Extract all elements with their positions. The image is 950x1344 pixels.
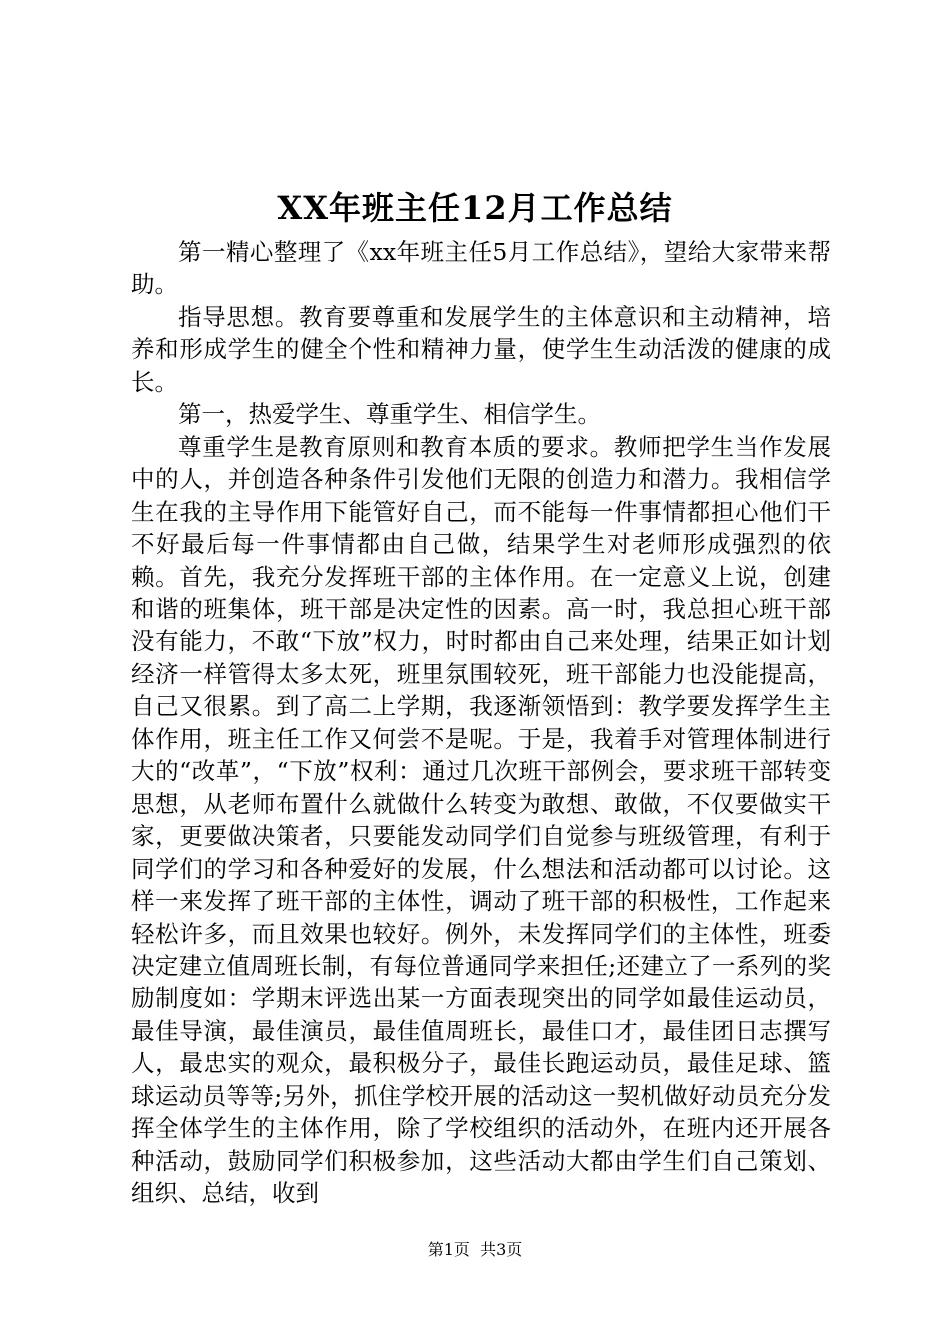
document-title: XX年班主任12月工作总结 [277,189,673,227]
paragraph-respect-students: 尊重学生是教育原则和教育本质的要求。教师把学生当作发展中的人，并创造各种条件引发他们无限的创造力和潜力。我相信学生在我的主导作用下能管好自己，而不能每一件事情都担心他们干不好最后每一件事情都由自己做，结果学生对老师形成强烈的依赖。首先，我充分发挥班干部的主体作用。在一定意义上说，创建和谐的班集体，班干部是决定性的因素。高一时，我总担心班干部没有能力，不敢“下放”权力，时时都由自己来处理，结果正如计划经济一样管得太多太死，班里氛围较死，班干部能力也没能提高，自己又很累。到了高二上学期，我逐渐领悟到：教学要发挥学生主体作用，班主任工作又何尝不是呢。于是，我着手对管理体制进行大的“改革”，“下放”权利：通过几次班干部例会，要求班干部转变思想，从老师布置什么就做什么转变为敢想、敢做，不仅要做实干家，更要做决策者，只要能发动同学们自觉参与班级管理，有利于同学们的学习和各种爱好的发展，什么想法和活动都可以讨论。这样一来发挥了班干部的主体性，调动了班干部的积极性，工作起来轻松许多，而且效果也较好。例外，未发挥同学们的主体性，班委决定建立值周班长制，有每位普通同学来担任;还建立了一系列的奖励制度如：学期末评选出某一方面表现突出的同学如最佳运动员，最佳导演，最佳演员，最佳值周班长，最佳口才，最佳团日志撰写人，最忠实的观众，最积极分子，最佳长跑运动员，最佳足球、篮球运动员等等;另外，抓住学校开展的活动这一契机做好动员充分发挥全体学生的主体作用，除了学校组织的活动外，在班内还开展各种活动，鼓励同学们积极参加，这些活动大都由学生们自己策划、组织、总结，收到 [131,432,831,1208]
paragraph-guiding-thought: 指导思想。教育要尊重和发展学生的主体意识和主动精神，培养和形成学生的健全个性和精神力量，使学生生动活泼的健康的成长。 [131,302,831,396]
paragraph-intro: 第一精心整理了《xx年班主任5月工作总结》，望给大家带来帮助。 [131,238,831,299]
page-footer: 第1页 共3页 [427,1240,523,1259]
paragraph-section-one-heading: 第一，热爱学生、尊重学生、相信学生。 [178,400,601,429]
document-body [131,236,831,1210]
